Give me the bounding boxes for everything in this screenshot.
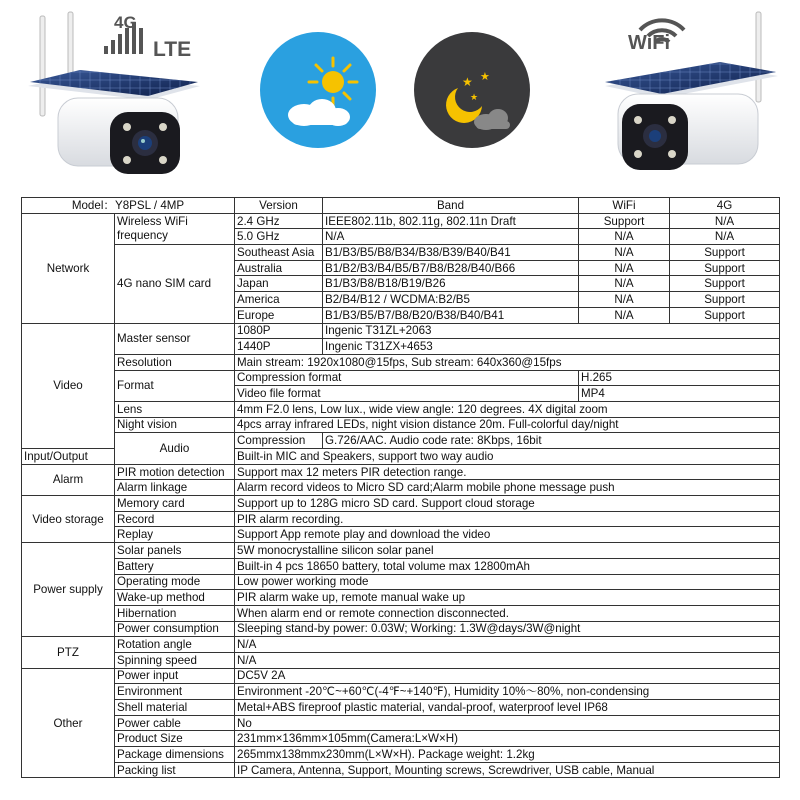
cell-4g: N/A bbox=[670, 213, 780, 229]
table-row bbox=[22, 747, 780, 763]
row-label: Compression bbox=[235, 433, 323, 449]
table-row bbox=[22, 700, 780, 716]
cell-wifi: N/A bbox=[579, 229, 670, 245]
table-row bbox=[22, 543, 780, 559]
cell-value: Sleeping stand-by power: 0.03W; Working: 1.3W@days/3W@night bbox=[235, 621, 780, 637]
cell-value: IP Camera, Antenna, Support, Mounting screws, Screwdriver, USB cable, Manual bbox=[235, 762, 780, 778]
cell-value: DC5V 2A bbox=[235, 668, 780, 684]
row-label: Alarm linkage bbox=[115, 480, 235, 496]
cell-version: 2.4 GHz bbox=[235, 213, 323, 229]
row-label-lens: Lens bbox=[115, 401, 235, 417]
cell-band: N/A bbox=[323, 229, 579, 245]
table-row bbox=[22, 370, 780, 386]
category-audio: Audio bbox=[115, 433, 235, 464]
category-video-storage: Video storage bbox=[22, 496, 115, 543]
table-row bbox=[22, 323, 780, 339]
table-row bbox=[22, 480, 780, 496]
table-row bbox=[22, 731, 780, 747]
table-row bbox=[22, 668, 780, 684]
cell-value: Alarm record videos to Micro SD card;Alarm mobile phone message push bbox=[235, 480, 780, 496]
table-row bbox=[22, 433, 780, 449]
table-row bbox=[22, 762, 780, 778]
row-label: Hibernation bbox=[115, 605, 235, 621]
cell-value: Support max 12 meters PIR detection range. bbox=[235, 464, 780, 480]
table-row bbox=[22, 590, 780, 606]
cell-lens: 4mm F2.0 lens, Low lux., wide view angle: 120 degrees. 4X digital zoom bbox=[235, 401, 780, 417]
header-version: Version bbox=[235, 198, 323, 214]
table-row bbox=[22, 715, 780, 731]
cell-value: Support App remote play and download the video bbox=[235, 527, 780, 543]
row-label: Rotation angle bbox=[115, 637, 235, 653]
cell-band: B1/B3/B8/B18/B19/B26 bbox=[323, 276, 579, 292]
category-alarm: Alarm bbox=[22, 464, 115, 495]
cell-value: N/A bbox=[235, 652, 780, 668]
cell-band: B1/B3/B5/B8/B34/B38/B39/B40/B41 bbox=[323, 245, 579, 261]
lte-4g-label: 4G bbox=[114, 13, 137, 32]
row-label: Replay bbox=[115, 527, 235, 543]
row-label: Power input bbox=[115, 668, 235, 684]
cell-wifi: N/A bbox=[579, 292, 670, 308]
row-label: Solar panels bbox=[115, 543, 235, 559]
row-label-wifi-frequency: Wireless WiFi frequency bbox=[115, 213, 235, 244]
header-model: Model：Y8PSL / 4MP bbox=[22, 198, 235, 214]
cell-version: Europe bbox=[235, 307, 323, 323]
cell-value: Ingenic T31ZL+2063 bbox=[323, 323, 780, 339]
header-4g: 4G bbox=[670, 198, 780, 214]
cell-wifi: N/A bbox=[579, 276, 670, 292]
cell-wifi: N/A bbox=[579, 307, 670, 323]
table-row bbox=[22, 511, 780, 527]
table-row bbox=[22, 354, 780, 370]
cell-value: N/A bbox=[235, 637, 780, 653]
cell-value: G.726/AAC. Audio code rate: 8Kbps, 16bit bbox=[323, 433, 780, 449]
table-row bbox=[22, 401, 780, 417]
row-label-night-vision: Night vision bbox=[115, 417, 235, 433]
cell-value: Support up to 128G micro SD card. Support cloud storage bbox=[235, 496, 780, 512]
header-wifi: WiFi bbox=[579, 198, 670, 214]
cell-4g: Support bbox=[670, 292, 780, 308]
cell-format-value: H.265 bbox=[579, 370, 780, 386]
row-label: Operating mode bbox=[115, 574, 235, 590]
night-weather-icon bbox=[414, 32, 530, 148]
row-label: Battery bbox=[115, 558, 235, 574]
svg-text:★: ★ bbox=[462, 75, 473, 89]
table-row bbox=[22, 574, 780, 590]
table-row bbox=[22, 496, 780, 512]
table-row bbox=[22, 621, 780, 637]
cell-wifi: Support bbox=[579, 213, 670, 229]
row-label: Record bbox=[115, 511, 235, 527]
row-label: Shell material bbox=[115, 700, 235, 716]
cell-value: PIR alarm wake up, remote manual wake up bbox=[235, 590, 780, 606]
table-row bbox=[22, 605, 780, 621]
cell-resolution: Main stream: 1920x1080@15fps, Sub stream: 640x360@15fps bbox=[235, 354, 780, 370]
cell-wifi: N/A bbox=[579, 245, 670, 261]
table-row bbox=[22, 684, 780, 700]
category-video: Video bbox=[22, 323, 115, 449]
table-row bbox=[22, 417, 780, 433]
cell-format-value: MP4 bbox=[579, 386, 780, 402]
category-network: Network bbox=[22, 213, 115, 323]
cell-version: 1080P bbox=[235, 323, 323, 339]
cell-version: Australia bbox=[235, 260, 323, 276]
row-label-resolution: Resolution bbox=[115, 354, 235, 370]
cell-version: America bbox=[235, 292, 323, 308]
row-label: Package dimensions bbox=[115, 747, 235, 763]
cell-value: PIR alarm recording. bbox=[235, 511, 780, 527]
row-label: Power cable bbox=[115, 715, 235, 731]
row-label: Product Size bbox=[115, 731, 235, 747]
category-ptz: PTZ bbox=[22, 637, 115, 668]
cell-4g: Support bbox=[670, 245, 780, 261]
table-row bbox=[22, 527, 780, 543]
cell-4g: Support bbox=[670, 260, 780, 276]
cell-value: When alarm end or remote connection disconnected. bbox=[235, 605, 780, 621]
table-row bbox=[22, 213, 780, 229]
row-label: Memory card bbox=[115, 496, 235, 512]
cell-4g: Support bbox=[670, 307, 780, 323]
cell-version: Japan bbox=[235, 276, 323, 292]
category-other: Other bbox=[22, 668, 115, 778]
table-row bbox=[22, 464, 780, 480]
cell-value: Metal+ABS fireproof plastic material, vandal-proof, waterproof level IP68 bbox=[235, 700, 780, 716]
cell-band: B1/B3/B5/B7/B8/B20/B38/B40/B41 bbox=[323, 307, 579, 323]
cell-night-vision: 4pcs array infrared LEDs, night vision distance 20m. Full-colorful day/night bbox=[235, 417, 780, 433]
cell-version: 1440P bbox=[235, 339, 323, 355]
cell-value: 231mm×136mm×105mm(Camera:L×W×H) bbox=[235, 731, 780, 747]
svg-text:★: ★ bbox=[480, 70, 490, 83]
row-label-master-sensor: Master sensor bbox=[115, 323, 235, 354]
cell-format-name: Compression format bbox=[235, 370, 579, 386]
cell-value: Ingenic T31ZX+4653 bbox=[323, 339, 780, 355]
lte-text-label: LTE bbox=[153, 38, 192, 61]
row-label: Input/Output bbox=[22, 449, 115, 465]
cell-version: Southeast Asia bbox=[235, 245, 323, 261]
row-label: PIR motion detection bbox=[115, 464, 235, 480]
row-label-format: Format bbox=[115, 370, 235, 401]
cell-4g: N/A bbox=[670, 229, 780, 245]
table-row bbox=[22, 245, 780, 261]
cell-format-name: Video file format bbox=[235, 386, 579, 402]
cell-4g: Support bbox=[670, 276, 780, 292]
svg-text:★: ★ bbox=[470, 93, 479, 103]
row-label: Power consumption bbox=[115, 621, 235, 637]
spec-table bbox=[21, 197, 780, 778]
cell-value: Environment -20℃~+60℃(-4℉~+140℉), Humidity 10%～80%, non-condensing bbox=[235, 684, 780, 700]
camera-left-image bbox=[28, 12, 200, 174]
row-label: Packing list bbox=[115, 762, 235, 778]
row-label: Wake-up method bbox=[115, 590, 235, 606]
cell-value: 5W monocrystalline silicon solar panel bbox=[235, 543, 780, 559]
cell-value: No bbox=[235, 715, 780, 731]
cell-band: B1/B2/B3/B4/B5/B7/B8/B28/B40/B66 bbox=[323, 260, 579, 276]
cell-value: Built-in 4 pcs 18650 battery, total volume max 12800mAh bbox=[235, 558, 780, 574]
day-weather-icon bbox=[260, 32, 376, 148]
product-hero bbox=[0, 0, 800, 190]
header-band: Band bbox=[323, 198, 579, 214]
wifi-label: WiFi bbox=[628, 32, 671, 54]
cell-band: IEEE802.11b, 802.11g, 802.11n Draft bbox=[323, 213, 579, 229]
cell-value: Low power working mode bbox=[235, 574, 780, 590]
row-label: Environment bbox=[115, 684, 235, 700]
row-label: Spinning speed bbox=[115, 652, 235, 668]
category-power-supply: Power supply bbox=[22, 543, 115, 637]
table-row bbox=[22, 652, 780, 668]
table-row bbox=[22, 558, 780, 574]
cell-value: 265mmx138mmx230mm(L×W×H). Package weight: 1.2kg bbox=[235, 747, 780, 763]
cell-version: 5.0 GHz bbox=[235, 229, 323, 245]
table-row bbox=[22, 637, 780, 653]
row-label-sim-card: 4G nano SIM card bbox=[115, 245, 235, 323]
cell-value: Built-in MIC and Speakers, support two way audio bbox=[235, 449, 780, 465]
cell-band: B2/B4/B12 / WCDMA:B2/B5 bbox=[323, 292, 579, 308]
table-header-row bbox=[22, 198, 780, 214]
cell-wifi: N/A bbox=[579, 260, 670, 276]
